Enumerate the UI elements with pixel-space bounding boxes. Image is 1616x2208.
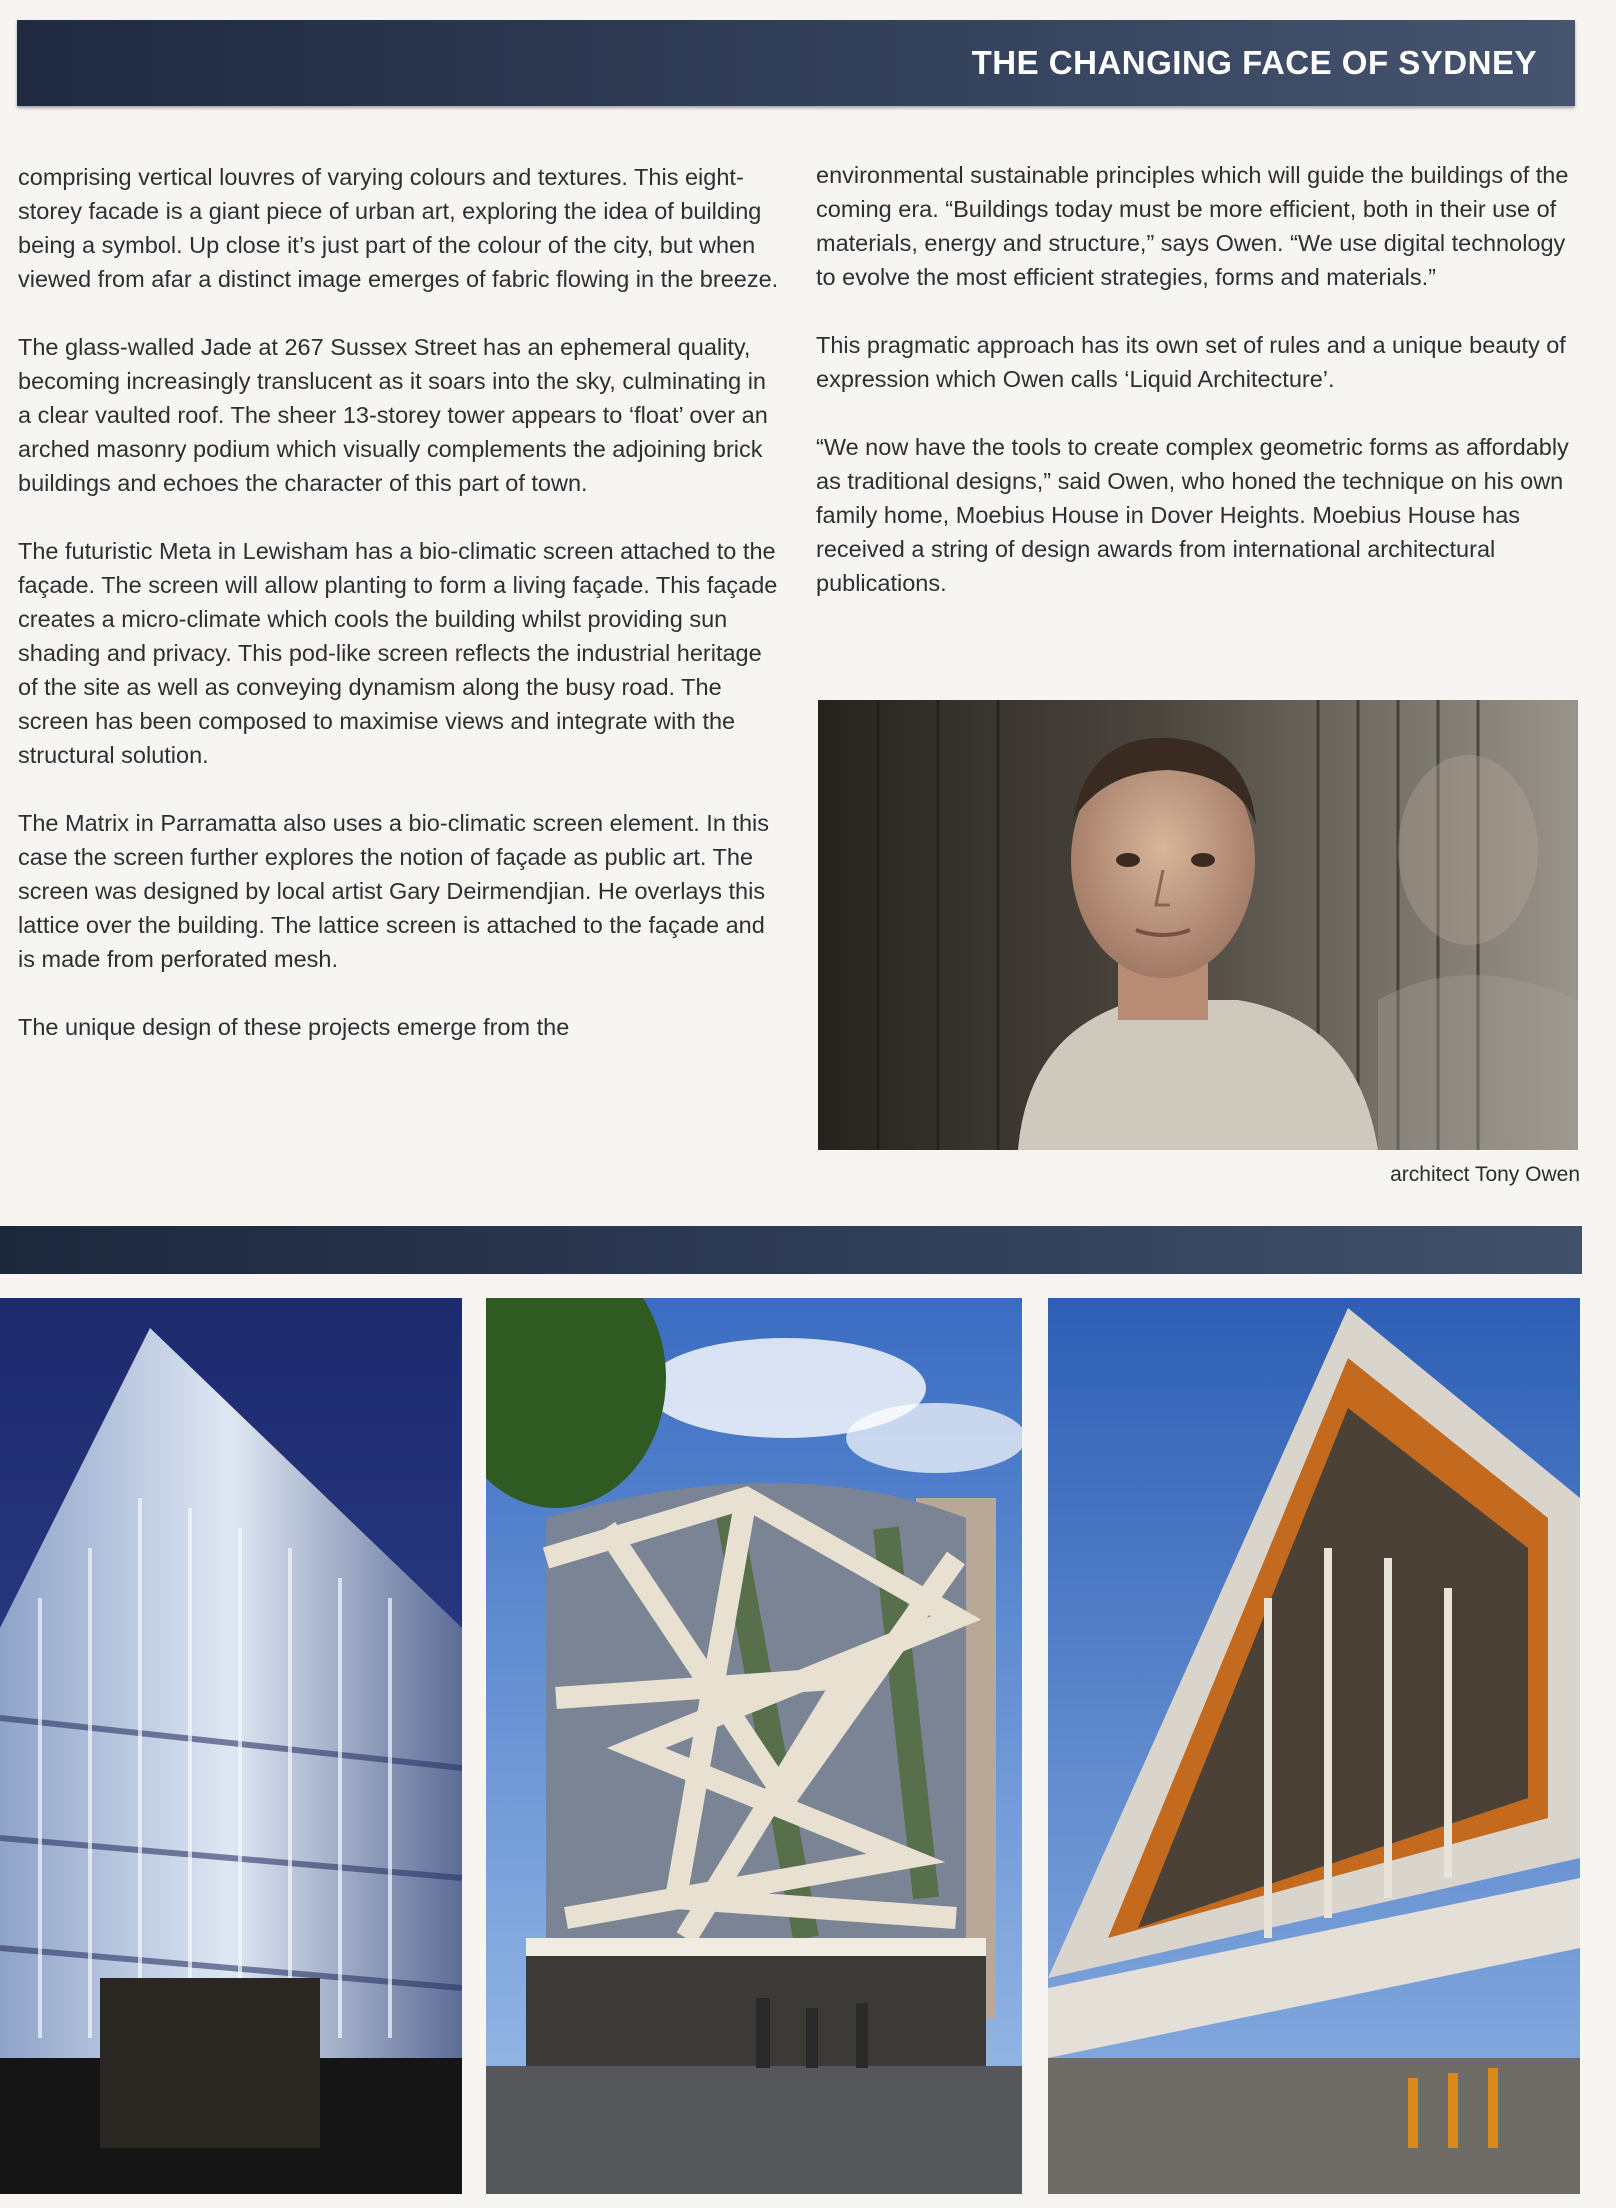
paragraph: “We now have the tools to create complex geometric forms as affordably as traditional designs,” said Owen, who honed the technique on his own family home, Moebius House in Dover Heights. Moebius House has received a string of design awards from international architectural publications. (816, 434, 1569, 596)
paragraph: comprising vertical louvres of varying colours and textures. This eight-storey facade is a giant piece of urban art, exploring the idea of building being a symbol. Up close it’s just part of the colour of the city, but when viewed from afar a distinct image emerges of fabric flowing in the breeze. (18, 164, 779, 292)
building-photo-lattice-facade (486, 1298, 1022, 2194)
paragraph: This pragmatic approach has its own set of rules and a unique beauty of expression which Owen calls ‘Liquid Architecture’. (816, 332, 1566, 392)
paragraph: The futuristic Meta in Lewisham has a bio-climatic screen attached to the façade. The screen will allow planting to form a living façade. This façade creates a micro-climate which cools the building whilst providing sun shading and privacy. This pod-like screen reflects the industrial heritage of the site as well as conveying dynamism along the busy road. The screen has been composed to maximise views and integrate with the structural solution. (18, 538, 778, 768)
article-column-right (816, 158, 1586, 634)
building-photo-louvre-facade (0, 1298, 462, 2194)
paragraph: The unique design of these projects emerge from the (18, 1014, 570, 1040)
paragraph: The glass-walled Jade at 267 Sussex Street has an ephemeral quality, becoming increasingly translucent as it soars into the sky, culminating in a clear vaulted roof. The sheer 13-storey tower appears to ‘float’ over an arched masonry podium which visually complements the adjoining brick buildings and echoes the character of this part of town. (18, 334, 768, 496)
photo-caption: architect Tony Owen (1390, 1163, 1580, 1186)
page-header-title: THE CHANGING FACE OF SYDNEY (971, 44, 1537, 81)
architect-portrait-photo (818, 700, 1578, 1150)
section-divider-bar (0, 1226, 1582, 1274)
header-bar (17, 20, 1575, 106)
building-photo-orange-facade (1048, 1298, 1580, 2194)
paragraph: The Matrix in Parramatta also uses a bio-climatic screen element. In this case the screen further explores the notion of façade as public art. The screen was designed by local artist Gary Deirmendjian. He overlays this lattice over the building. The lattice screen is attached to the façade and is made from perforated mesh. (18, 810, 769, 972)
paragraph: environmental sustainable principles which will guide the buildings of the coming era. “Buildings today must be more efficient, both in their use of materials, energy and structure,” says Owen. “We use digital technology to evolve the most efficient strategies, forms and materials.” (816, 162, 1569, 290)
article-column-left (18, 160, 782, 1078)
